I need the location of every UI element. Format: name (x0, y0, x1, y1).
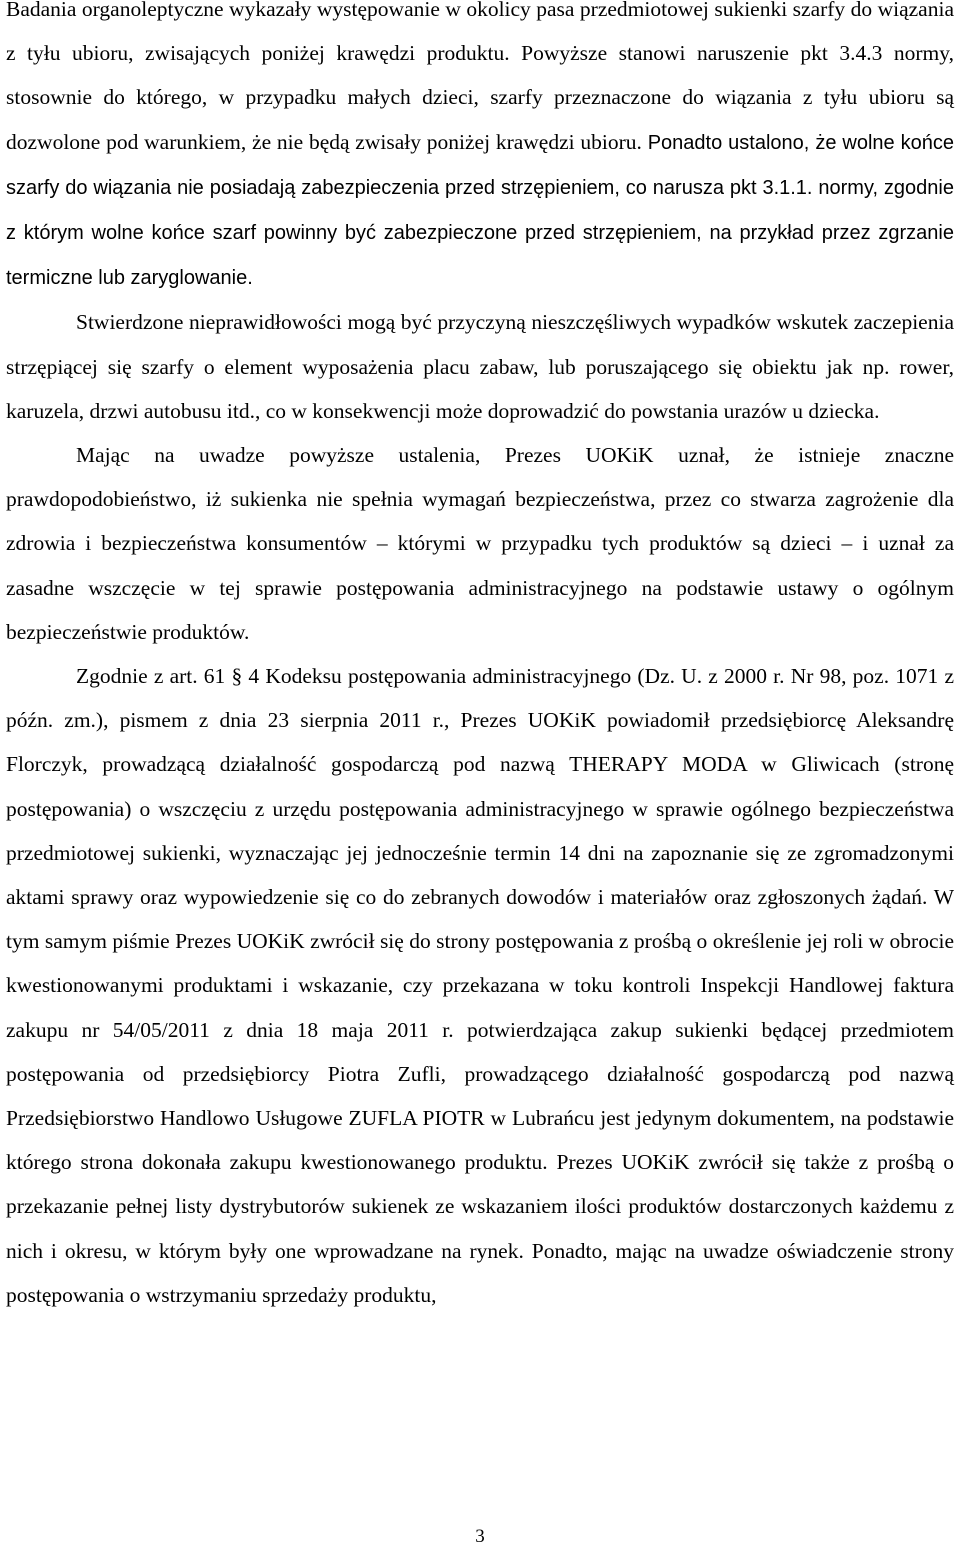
document-body (6, 0, 954, 1317)
paragraph (6, 433, 954, 654)
paragraph (6, 300, 954, 433)
paragraph-text: Badania organoleptyczne wykazały występowanie w okolicy pasa przedmiotowej sukienki szarfy do wiązania z tyłu ubioru, zwisających poniżej krawędzi produktu. Powyższe stanowi naruszenie pkt 3.4.3 normy, stosownie do którego, w przypadku małych dzieci, szarfy przeznaczone do wiązania z tyłu ubioru są dozwolone pod warunkiem, że nie będą zwisały poniżej krawędzi ubioru. (6, 0, 954, 154)
paragraph-text: Zgodnie z art. 61 § 4 Kodeksu postępowania administracyjnego (Dz. U. z 2000 r. Nr 98, poz. 1071 z późn. zm.), pismem z dnia 23 sierpnia 2011 r., Prezes UOKiK powiadomił przedsiębiorcę Aleksandrę Florczyk, prowadzącą działalność gospodarczą pod nazwą THERAPY MODA w Gliwicach (stronę postępowania) o wszczęciu z urzędu postępowania administracyjnego w sprawie ogólnego bezpieczeństwa przedmiotowej sukienki, wyznaczając jej jednocześnie termin 14 dni na zapoznanie się ze zgromadzonymi aktami sprawy oraz wypowiedzenie się co do zebranych dowodów i materiałów oraz zgłoszonych żądań. W tym samym piśmie Prezes UOKiK zwrócił się do strony postępowania z prośbą o określenie jej roli w obrocie kwestionowanymi produktami i wskazanie, czy przekazana w toku kontroli Inspekcji Handlowej faktura zakupu nr 54/05/2011 z dnia 18 maja 2011 r. potwierdzająca zakup sukienki będącej przedmiotem postępowania od przedsiębiorcy Piotra Zufli, prowadzącego działalność gospodarczą pod nazwą Przedsiębiorstwo Handlowo Usługowe ZUFLA PIOTR w Lubrańcu jest jedynym dokumentem, na podstawie którego strona dokonała zakupu kwestionowanego produktu. Prezes UOKiK zwrócił się także z prośbą o przekazanie pełnej listy dystrybutorów sukienek ze wskazaniem ilości produktów dostarczonych każdemu z nich i okresu, w którym były one wprowadzane na rynek. Ponadto, mając na uwadze oświadczenie strony postępowania o wstrzymaniu sprzedaży produktu, (6, 664, 954, 1307)
paragraph (6, 0, 954, 300)
paragraph-text: Stwierdzone nieprawidłowości mogą być przyczyną nieszczęśliwych wypadków wskutek zaczepienia strzępiącej się szarfy o element wyposażenia placu zabaw, lub poruszającego się obiektu jak np. rower, karuzela, drzwi autobusu itd., co w konsekwencji może doprowadzić do powstania urazów u dziecka. (6, 310, 954, 423)
page-number: 3 (475, 1526, 485, 1547)
paragraph (6, 654, 954, 1317)
paragraph-text: Ponadto ustalono, że wolne końce szarfy do wiązania nie posiadają zabezpieczenia przed strzępieniem, co narusza pkt 3.1.1. normy, zgodnie z którym wolne końce szarf powinny być zabezpieczone przed strzępieniem, na przykład przez zgrzanie termiczne lub zaryglowanie. (6, 131, 954, 290)
paragraph-text: Mając na uwadze powyższe ustalenia, Prezes UOKiK uznał, że istnieje znaczne prawdopodobieństwo, iż sukienka nie spełnia wymagań bezpieczeństwa, przez co stwarza zagrożenie dla zdrowia i bezpieczeństwa konsumentów – którymi w przypadku tych produktów są dzieci – i uznał za zasadne wszczęcie w tej sprawie postępowania administracyjnego na podstawie ustawy o ogólnym bezpieczeństwie produktów. (6, 443, 954, 644)
